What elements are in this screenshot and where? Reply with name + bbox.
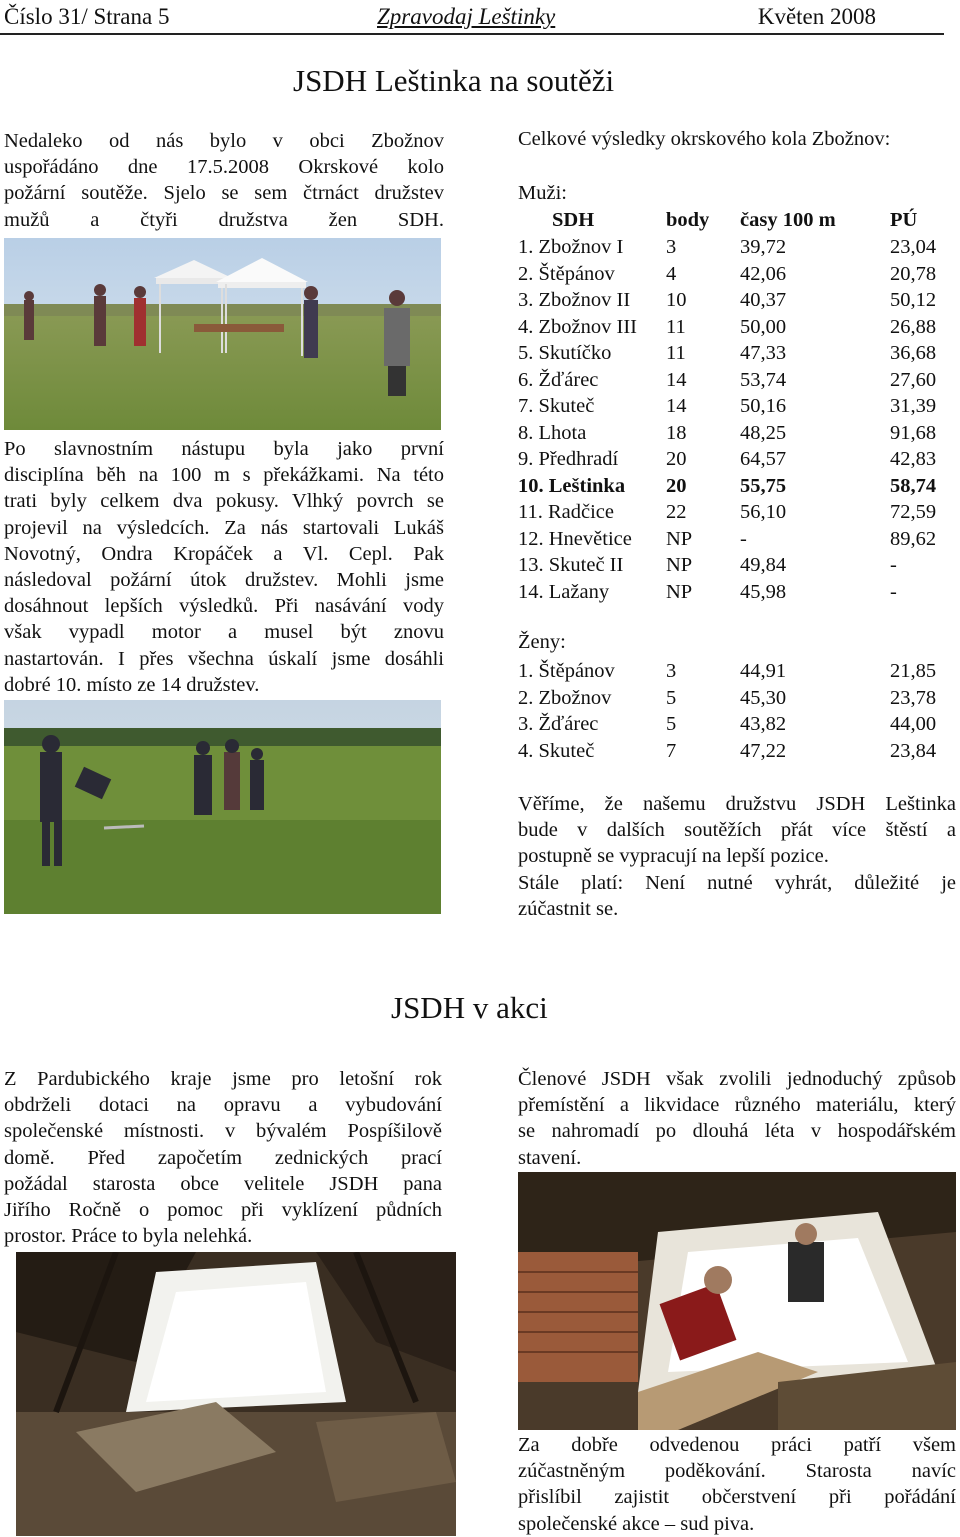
team-name-cell: 2. Zbožnov xyxy=(518,686,612,709)
text-line: zúčastněným poděkování. Starosta navíc xyxy=(518,1460,956,1483)
article-title-action: JSDH v akci xyxy=(391,990,548,1025)
team-name-cell: 12. Hnevětice xyxy=(518,527,632,550)
text-line: Z Pardubického kraje jsme pro letošní rok xyxy=(4,1068,442,1090)
results-header-row xyxy=(518,207,948,233)
time-100m-cell: 47,33 xyxy=(740,342,787,364)
men-result-row xyxy=(518,552,948,578)
text-line: požární soutěže. Sjelo se sem čtrnáct družstev xyxy=(4,182,444,205)
text-line: Novotný, Ondra Kropáček a Vl. Cepl. Pak xyxy=(4,542,444,565)
time-100m-cell: 49,84 xyxy=(740,554,787,576)
points-cell: 20 xyxy=(666,448,687,470)
competition-tents-photo xyxy=(4,238,441,430)
points-cell: 3 xyxy=(666,660,677,682)
team-name-cell: 1. Štěpánov xyxy=(518,660,615,682)
time-100m-cell: 53,74 xyxy=(740,368,787,391)
text-line: bude v dalších soutěžích přát více štěstí a xyxy=(518,819,956,842)
team-name-cell: 3. Zbožnov II xyxy=(518,289,631,311)
time-100m-cell: 50,16 xyxy=(740,395,787,417)
attack-time-cell: 91,68 xyxy=(890,421,937,444)
time-100m-cell: 56,10 xyxy=(740,501,787,523)
time-100m-cell: 45,30 xyxy=(740,686,787,709)
thanks-paragraph xyxy=(518,1432,956,1537)
team-name-cell: 3. Žďárec xyxy=(518,713,599,735)
team-name-cell: 9. Předhradí xyxy=(518,448,619,470)
team-name-cell: 4. Skuteč xyxy=(518,739,595,762)
text-line: dobré 10. místo ze 14 družstev. xyxy=(4,673,260,696)
team-name-cell: 14. Lažany xyxy=(518,580,610,603)
text-line: nastartován. I přes všechna úskalí jsme dosáhli xyxy=(4,647,444,670)
text-line: prostor. Práce to byla nelehká. xyxy=(4,1225,253,1248)
text-line: zúčastnit se. xyxy=(518,897,619,920)
men-result-row xyxy=(518,526,948,552)
text-line: se nahromadí po dlouhá léta v hospodářském xyxy=(518,1120,956,1143)
text-line: přemístění a likvidace různého materiálu, který xyxy=(518,1094,956,1117)
time-100m-cell: 43,82 xyxy=(740,713,787,735)
issue-number: Číslo 31/ Strana 5 xyxy=(4,4,170,29)
women-result-row xyxy=(518,685,948,711)
column-header: body xyxy=(666,209,710,231)
men-result-row xyxy=(518,234,948,260)
men-result-row xyxy=(518,499,948,525)
men-result-row xyxy=(518,446,948,472)
team-name-cell: 10. Leštinka xyxy=(518,474,626,497)
text-line: Jiřího Ročně o pomoc při vyklízení půdních xyxy=(4,1199,442,1222)
attack-time-cell: 72,59 xyxy=(890,501,937,523)
attack-time-cell: 31,39 xyxy=(890,395,937,417)
text-line: postupně se vypracují na lepší pozice. xyxy=(518,845,829,868)
points-cell: 11 xyxy=(666,315,686,338)
points-cell: 7 xyxy=(666,739,677,762)
men-result-row xyxy=(518,367,948,393)
points-cell: 10 xyxy=(666,289,687,311)
results-title: Celkové výsledky okrskového kola Zbožnov: xyxy=(518,128,891,150)
points-cell: NP xyxy=(666,554,693,576)
text-line: Za dobře odvedenou práci patří všem xyxy=(518,1434,956,1456)
column-header: PÚ xyxy=(890,209,918,231)
men-result-row xyxy=(518,261,948,287)
attack-time-cell: 58,74 xyxy=(890,474,937,497)
women-result-row xyxy=(518,658,948,684)
time-100m-cell: 50,00 xyxy=(740,315,787,338)
team-name-cell: 13. Skuteč II xyxy=(518,554,624,576)
column-header: SDH xyxy=(552,209,595,231)
team-name-cell: 1. Zbožnov I xyxy=(518,236,624,258)
text-line: obdrželi dotaci na opravu a vybudování xyxy=(4,1094,442,1117)
points-cell: 3 xyxy=(666,236,677,258)
women-result-row xyxy=(518,738,948,764)
team-name-cell: 5. Skutíčko xyxy=(518,342,612,364)
men-result-row xyxy=(518,340,948,366)
attack-time-cell: 20,78 xyxy=(890,262,937,285)
text-line: následoval požární útok družstev. Mohli jsme xyxy=(4,569,444,592)
points-cell: NP xyxy=(666,527,693,550)
text-line: domě. Před započetím zednických prací xyxy=(4,1146,442,1169)
team-name-cell: 11. Radčice xyxy=(518,501,615,523)
text-line: Věříme, že našemu družstvu JSDH Leštinka xyxy=(518,793,956,815)
team-name-cell: 7. Skuteč xyxy=(518,395,595,417)
points-cell: 5 xyxy=(666,713,677,735)
time-100m-cell: 44,91 xyxy=(740,660,787,682)
text-line: trati byly celkem dva pokusy. Vlhký povrch se xyxy=(4,490,444,513)
action-left-paragraph xyxy=(4,1066,442,1249)
points-cell: 4 xyxy=(666,262,677,285)
attack-time-cell: 44,00 xyxy=(890,713,937,735)
points-cell: 14 xyxy=(666,395,687,417)
men-result-row xyxy=(518,473,948,499)
text-line: dosáhnout lepších výsledků. Při nasávání vody xyxy=(4,595,444,618)
attack-time-cell: 36,68 xyxy=(890,342,937,364)
time-100m-cell: 39,72 xyxy=(740,236,787,258)
men-result-row xyxy=(518,287,948,313)
time-100m-cell: 48,25 xyxy=(740,421,787,444)
running-team-photo xyxy=(4,700,441,914)
time-100m-cell: 40,37 xyxy=(740,289,787,311)
attack-time-cell: 50,12 xyxy=(890,289,937,311)
text-line: Členové JSDH však zvolili jednoduchý způsob xyxy=(518,1068,956,1090)
intro-paragraph xyxy=(4,128,444,233)
attic-workers-photo xyxy=(518,1172,956,1430)
team-name-cell: 2. Štěpánov xyxy=(518,262,615,285)
text-line: Nedaleko od nás bylo v obci Zbožnov xyxy=(4,130,444,152)
time-100m-cell: 42,06 xyxy=(740,262,787,285)
text-line: Po slavnostním nástupu byla jako první xyxy=(4,438,444,460)
text-line: společenské akce – sud piva. xyxy=(518,1512,755,1535)
points-cell: 11 xyxy=(666,342,686,364)
women-label: Ženy: xyxy=(518,631,566,653)
points-cell: 14 xyxy=(666,368,687,391)
time-100m-cell: 55,75 xyxy=(740,474,787,497)
team-name-cell: 6. Žďárec xyxy=(518,368,599,391)
text-line: Stále platí: Není nutné vyhrát, důležité je xyxy=(518,871,956,894)
points-cell: 20 xyxy=(666,474,687,497)
team-name-cell: 8. Lhota xyxy=(518,421,587,444)
attack-time-cell: 23,04 xyxy=(890,236,937,258)
text-line: stavení. xyxy=(518,1146,582,1169)
newsletter-name: Zpravodaj Leštinky xyxy=(377,4,556,29)
attack-time-cell: 89,62 xyxy=(890,527,937,550)
attack-time-cell: 26,88 xyxy=(890,315,937,338)
women-result-row xyxy=(518,711,948,737)
header-rule xyxy=(0,33,944,35)
issue-date: Květen 2008 xyxy=(757,4,876,29)
points-cell: 22 xyxy=(666,501,687,523)
text-line: přislíbil zajistit občerstvení při pořádání xyxy=(518,1486,956,1509)
text-line: disciplína běh na 100 m s překážkami. Na této xyxy=(4,464,444,487)
attack-time-cell: - xyxy=(890,554,897,576)
text-line: mužů a čtyři družstva žen SDH. xyxy=(4,208,444,231)
men-result-row xyxy=(518,420,948,446)
time-100m-cell: 45,98 xyxy=(740,580,787,603)
text-line: požádal starosta obce velitele JSDH pana xyxy=(4,1172,442,1195)
attic-clearing-photo xyxy=(16,1252,456,1536)
points-cell: 18 xyxy=(666,421,687,444)
attack-time-cell: 21,85 xyxy=(890,660,937,682)
team-name-cell: 4. Zbožnov III xyxy=(518,315,637,338)
men-result-row xyxy=(518,579,948,605)
attack-time-cell: 23,78 xyxy=(890,686,937,709)
attack-time-cell: 42,83 xyxy=(890,448,937,470)
text-line: uspořádáno dne 17.5.2008 Okrskové kolo xyxy=(4,156,444,179)
action-right-paragraph xyxy=(518,1066,956,1171)
points-cell: 5 xyxy=(666,686,677,709)
men-result-row xyxy=(518,314,948,340)
competition-paragraph xyxy=(4,436,444,698)
attack-time-cell: 27,60 xyxy=(890,368,937,391)
attack-time-cell: 23,84 xyxy=(890,739,937,762)
text-line: však vypadl motor a musel být znovu xyxy=(4,621,444,644)
article-title-competition: JSDH Leštinka na soutěži xyxy=(293,63,615,98)
time-100m-cell: 64,57 xyxy=(740,448,787,470)
attack-time-cell: - xyxy=(890,580,897,603)
time-100m-cell: - xyxy=(740,527,747,550)
men-label: Muži: xyxy=(518,182,567,204)
text-line: projevil na výsledcích. Za nás startovali Lukáš xyxy=(4,516,444,539)
points-cell: NP xyxy=(666,580,693,603)
time-100m-cell: 47,22 xyxy=(740,739,787,762)
closing-paragraph xyxy=(518,791,956,922)
column-header: časy 100 m xyxy=(740,209,836,231)
men-result-row xyxy=(518,393,948,419)
text-line: společenské místnosti. v bývalém Pospíšilově xyxy=(4,1120,442,1143)
